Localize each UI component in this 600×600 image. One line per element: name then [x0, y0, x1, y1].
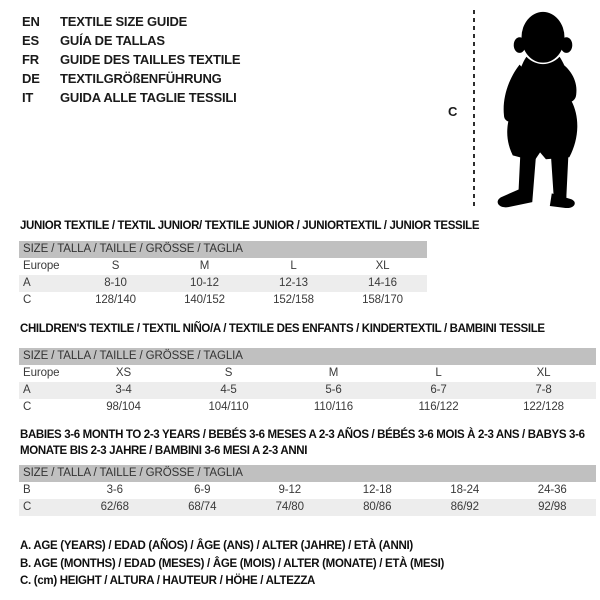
months-cell: 18-24: [450, 484, 480, 496]
size-cell: XL: [375, 260, 390, 272]
age-cell: 5-6: [281, 382, 386, 399]
age-cell: 3-4: [71, 382, 176, 399]
language-row: [22, 12, 240, 31]
size-header-bar: [19, 465, 596, 482]
babies-size-table: [19, 465, 596, 516]
row-label: A: [19, 275, 71, 292]
size-cell: L: [435, 367, 442, 379]
height-cell: 122/128: [523, 401, 564, 413]
language-code: DE: [22, 71, 40, 86]
age-cell: 7-8: [491, 382, 596, 399]
row-label: C: [19, 499, 71, 516]
height-marker-label: C: [448, 104, 458, 119]
height-cell: 104/110: [208, 401, 249, 413]
months-cell: 24-36: [537, 484, 567, 496]
table-row-europe: [19, 258, 427, 275]
row-label: A: [19, 382, 71, 399]
age-cell: 12-13: [249, 275, 338, 292]
size-header-bar: [19, 348, 596, 365]
language-list: [22, 12, 240, 107]
junior-table-title: JUNIOR TEXTILE / TEXTIL JUNIOR/ TEXTILE JUNIOR / JUNIORTEXTIL / JUNIOR TESSILE: [20, 220, 480, 232]
height-cell: 62/68: [71, 499, 159, 516]
table-row-age: [19, 382, 596, 399]
age-cell: 14-16: [338, 275, 427, 292]
table-row-height: [19, 292, 427, 309]
language-row: [22, 31, 240, 50]
language-code: FR: [22, 52, 39, 67]
height-cell: 98/104: [106, 401, 141, 413]
size-header-bar: [19, 241, 427, 258]
height-cell: 116/122: [418, 401, 459, 413]
children-table-title: CHILDREN'S TEXTILE / TEXTIL NIÑO/A / TEXTILE DES ENFANTS / KINDERTEXTIL / BAMBINI TESSILE: [20, 323, 545, 335]
table-row-height: [19, 499, 596, 516]
age-cell: 6-7: [386, 382, 491, 399]
size-cell: S: [224, 367, 233, 379]
table-row-months: [19, 482, 596, 499]
size-cell: M: [199, 260, 210, 272]
row-label: B: [23, 484, 31, 496]
months-cell: 3-6: [106, 484, 123, 496]
baby-silhouette-icon: [488, 8, 598, 208]
height-cell: 92/98: [509, 499, 597, 516]
height-cell: 86/92: [421, 499, 509, 516]
language-title: TEXTILGRÖßENFÜHRUNG: [60, 71, 222, 86]
language-code: IT: [22, 90, 34, 105]
row-label: C: [23, 294, 32, 306]
size-header-label: SIZE / TALLA / TAILLE / GRÖSSE / TAGLIA: [19, 465, 596, 482]
height-cell: 80/86: [334, 499, 422, 516]
height-cell: 152/158: [273, 294, 314, 306]
months-cell: 12-18: [362, 484, 392, 496]
legend: [20, 538, 597, 591]
babies-table-title: BABIES 3-6 MONTH TO 2-3 YEARS / BEBÉS 3-6 MESES A 2-3 AÑOS / BÉBÉS 3-6 MOIS À 2-3 ANS / BABYS 3-6 MONATE BIS 2-3 JAHRE / BAMBINI 3-6 MESI A 2-3 ANNI: [20, 429, 585, 457]
language-title: GUIDA ALLE TAGLIE TESSILI: [60, 90, 237, 105]
height-cell: 140/152: [184, 294, 225, 306]
legend-line-height: C. (cm) HEIGHT / ALTURA / HAUTEUR / HÖHE / ALTEZZA: [20, 575, 316, 587]
row-label: Europe: [23, 367, 60, 379]
height-cell: 74/80: [246, 499, 334, 516]
legend-line-age-years: A. AGE (YEARS) / EDAD (AÑOS) / ÂGE (ANS) / ALTER (JAHRE) / ETÀ (ANNI): [20, 540, 413, 552]
language-code: ES: [22, 33, 39, 48]
size-cell: S: [111, 260, 120, 272]
language-row: [22, 69, 240, 88]
months-cell: 6-9: [194, 484, 211, 496]
height-cell: 110/116: [313, 401, 354, 413]
table-row-height: [19, 399, 596, 416]
size-cell: XL: [536, 367, 551, 379]
legend-line-age-months: B. AGE (MONTHS) / EDAD (MESES) / ÂGE (MOIS) / ALTER (MONATE) / ETÀ (MESI): [20, 557, 445, 570]
height-dashed-line: [473, 10, 475, 207]
size-cell: L: [290, 260, 297, 272]
size-header-label: SIZE / TALLA / TAILLE / GRÖSSE / TAGLIA: [19, 241, 427, 258]
table-row-age: [19, 275, 427, 292]
size-cell: XS: [115, 367, 132, 379]
age-cell: 4-5: [176, 382, 281, 399]
height-cell: 68/74: [159, 499, 247, 516]
table-row-europe: [19, 365, 596, 382]
language-row: [22, 50, 240, 69]
language-title: GUIDE DES TAILLES TEXTILE: [60, 52, 241, 67]
junior-size-table: [19, 241, 427, 309]
months-cell: 9-12: [278, 484, 302, 496]
height-cell: 128/140: [95, 294, 136, 306]
age-cell: 8-10: [71, 275, 160, 292]
language-row: [22, 88, 240, 107]
size-header-label: SIZE / TALLA / TAILLE / GRÖSSE / TAGLIA: [19, 348, 596, 365]
size-cell: M: [328, 367, 339, 379]
language-code: EN: [22, 14, 40, 29]
row-label: Europe: [23, 260, 60, 272]
age-cell: 10-12: [160, 275, 249, 292]
language-title: TEXTILE SIZE GUIDE: [60, 14, 188, 29]
row-label: C: [23, 401, 32, 413]
language-title: GUÍA DE TALLAS: [60, 33, 165, 48]
size-figure: [440, 6, 598, 210]
children-size-table: [19, 348, 596, 416]
height-cell: 158/170: [362, 294, 403, 306]
